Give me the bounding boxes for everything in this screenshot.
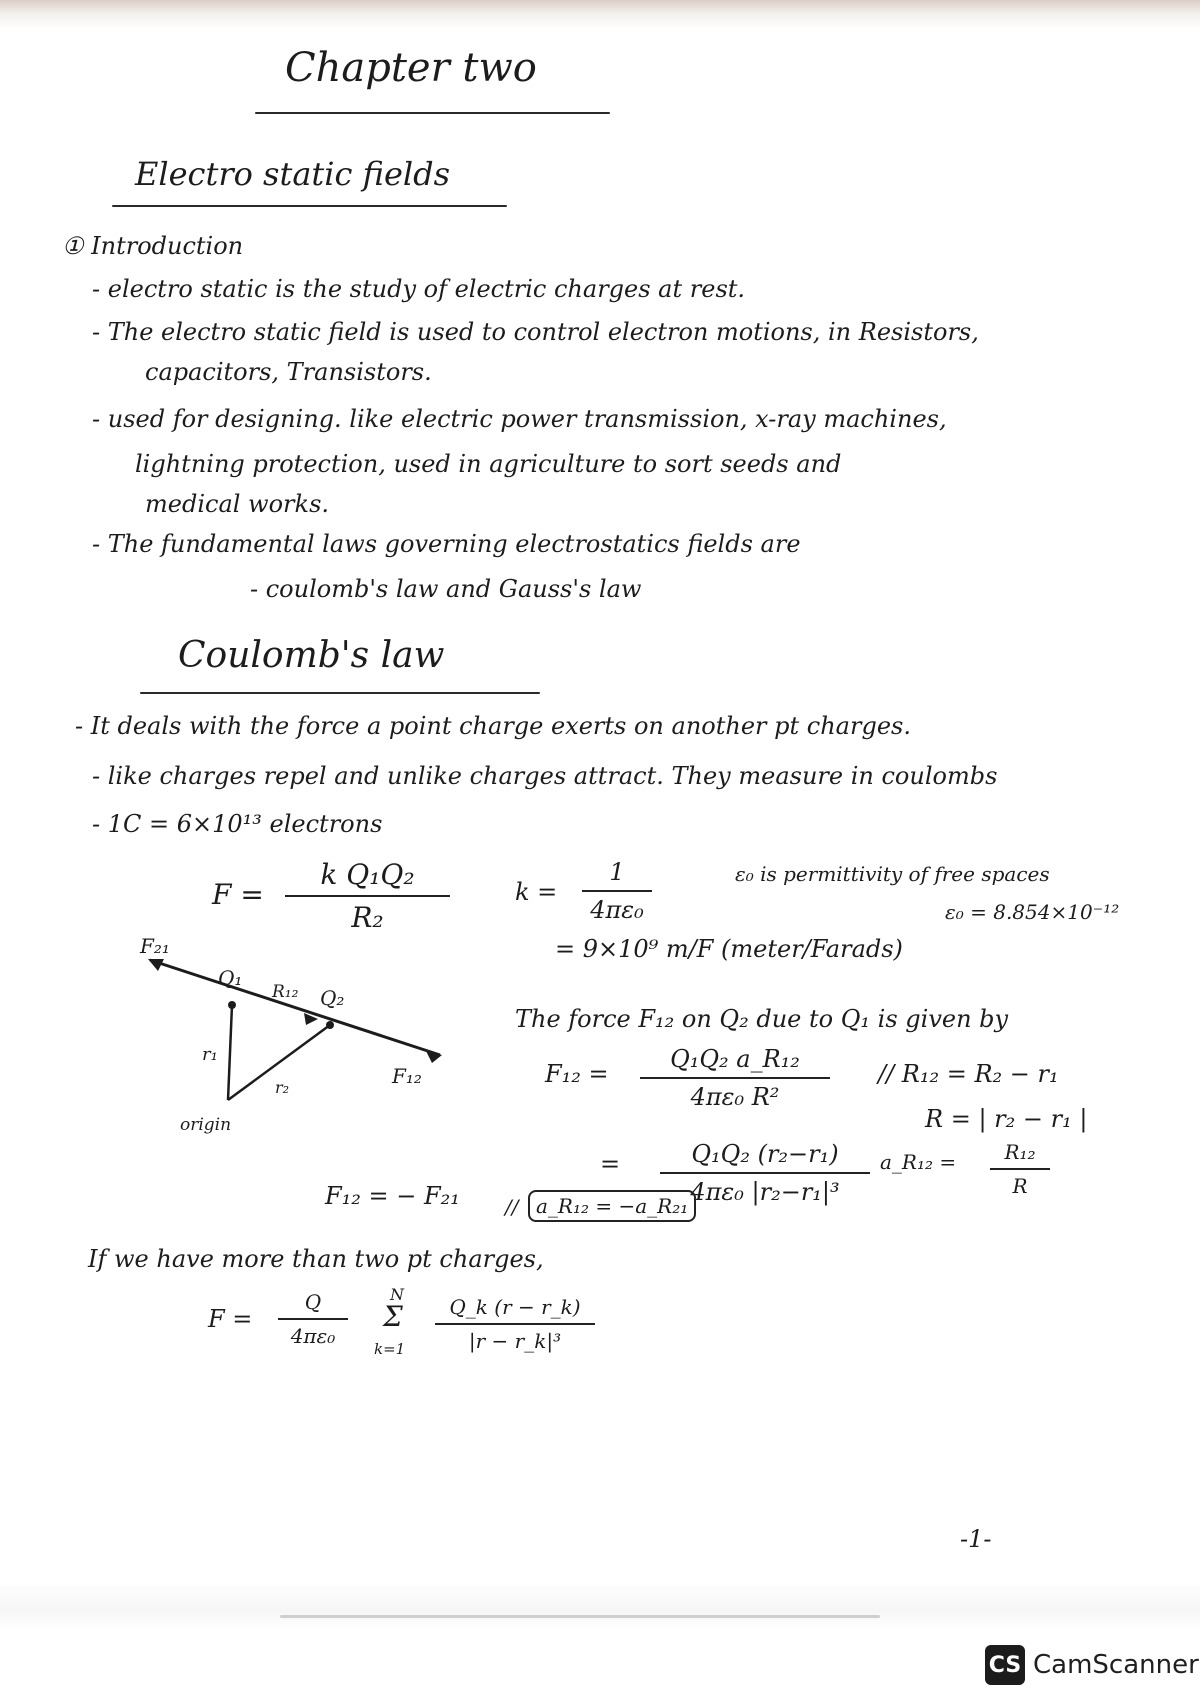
ar12-numerator: R₁₂ xyxy=(1004,1140,1036,1164)
f12-eq2-lhs: = xyxy=(600,1150,621,1178)
eps-value: ε₀ = 8.854×10⁻¹² xyxy=(945,900,1120,924)
intro-bullet-1: - electro static is the study of electric charges at rest. xyxy=(92,275,746,303)
ar-unit-vector-box: a_R₁₂ = −a_R₂₁ xyxy=(528,1190,696,1222)
camscanner-logo-icon: CS xyxy=(985,1645,1025,1685)
k-value: = 9×10⁹ m/F (meter/Farads) xyxy=(555,935,903,963)
coulomb-bullet-2: - like charges repel and unlike charges attract. They measure in coulombs xyxy=(92,762,998,790)
intro-heading: ① Introduction xyxy=(62,232,244,260)
sum-prefactor-fraction xyxy=(278,1290,348,1348)
sum-lhs: F = xyxy=(208,1305,253,1333)
fraction-bar xyxy=(640,1077,830,1079)
k-eq-lhs: k = xyxy=(515,878,558,906)
f12-eq2-numerator: Q₁Q₂ (r₂−r₁) xyxy=(691,1140,839,1168)
sum-lower-limit: k=1 xyxy=(374,1340,406,1358)
intro-bullet-2-line-1: - The electro static field is used to control electron motions, in Resistors, xyxy=(92,318,979,346)
ar12-fraction xyxy=(990,1140,1050,1198)
section-title: Electro static fields xyxy=(135,155,451,193)
r12-definition: // R₁₂ = R₂ − r₁ xyxy=(878,1060,1059,1088)
fraction-bar xyxy=(435,1323,595,1325)
intro-bullet-3-line-1: - used for designing. like electric power transmission, x-ray machines, xyxy=(92,405,947,433)
label-q1: Q₁ xyxy=(218,966,243,990)
label-f21: F₂₁ xyxy=(140,934,170,958)
sum-term-numerator: Q_k (r − r_k) xyxy=(449,1295,581,1319)
k-eq-denominator: 4πε₀ xyxy=(590,896,644,924)
fraction-bar xyxy=(660,1172,870,1174)
chapter-title: Chapter two xyxy=(285,45,537,91)
sum-prefactor-numerator: Q xyxy=(304,1290,322,1314)
eps-definition: ε₀ is permittivity of free spaces xyxy=(735,862,1050,886)
intro-bullet-2-line-2: capacitors, Transistors. xyxy=(145,358,432,386)
camscanner-label: CamScanner xyxy=(1033,1650,1199,1680)
r1-vector xyxy=(228,1005,232,1100)
force-eq-lhs: F = xyxy=(212,878,264,911)
force-eq-fraction xyxy=(285,858,450,934)
f12-numerator: Q₁Q₂ a_R₁₂ xyxy=(670,1045,800,1073)
f12-negation: F₁₂ = − F₂₁ xyxy=(325,1182,460,1210)
bottom-rule xyxy=(280,1615,880,1618)
label-q2: Q₂ xyxy=(320,986,345,1010)
f12-lhs: F₁₂ = xyxy=(545,1060,609,1088)
charge-vector-diagram xyxy=(140,934,470,1155)
fraction-bar xyxy=(990,1168,1050,1170)
fraction-bar xyxy=(278,1318,348,1320)
force-line xyxy=(150,960,440,1055)
chapter-underline xyxy=(255,112,610,114)
coulomb-heading: Coulomb's law xyxy=(178,635,445,676)
sum-term-denominator: |r − r_k|³ xyxy=(468,1329,562,1353)
summation-symbol: Σ xyxy=(383,1300,403,1333)
label-f12: F₁₂ xyxy=(392,1064,422,1088)
label-r12: R₁₂ xyxy=(272,982,299,1002)
fraction-bar xyxy=(582,890,652,892)
k-eq-fraction xyxy=(582,858,652,924)
label-r2: r₂ xyxy=(275,1078,290,1097)
fraction-bar xyxy=(285,895,450,897)
sum-prefactor-denominator: 4πε₀ xyxy=(290,1324,336,1348)
coulomb-underline xyxy=(140,692,540,694)
label-r1: r₁ xyxy=(202,1044,218,1065)
r-definition: R = | r₂ − r₁ | xyxy=(925,1105,1088,1133)
intro-bullet-3-line-2: lightning protection, used in agriculture to sort seeds and xyxy=(135,450,842,478)
q2-point xyxy=(326,1021,334,1029)
ar-box-prefix: // xyxy=(505,1195,519,1219)
q1-point xyxy=(228,1001,236,1009)
coulomb-bullet-3: - 1C = 6×10¹³ electrons xyxy=(92,810,383,838)
force-eq-denominator: R₂ xyxy=(351,901,384,934)
more-charges-text: If we have more than two pt charges, xyxy=(88,1245,544,1273)
intro-bullet-3-line-3: medical works. xyxy=(145,490,330,518)
intro-bullet-4: - The fundamental laws governing electrostatics fields are xyxy=(92,530,801,558)
f12-eq2-denominator: 4πε₀ |r₂−r₁|³ xyxy=(690,1178,840,1206)
ar12-denominator: R xyxy=(1012,1174,1028,1198)
f12-fraction xyxy=(640,1045,830,1111)
ar12-lhs: a_R₁₂ = xyxy=(880,1150,957,1174)
force-eq-numerator: k Q₁Q₂ xyxy=(320,858,415,891)
force-on-q2-text: The force F₁₂ on Q₂ due to Q₁ is given by xyxy=(515,1005,1009,1033)
page-number: -1- xyxy=(960,1525,992,1553)
sum-term-fraction xyxy=(435,1295,595,1353)
section-underline xyxy=(112,205,507,207)
sum-upper-limit: N xyxy=(390,1285,404,1304)
coulomb-bullet-1: - It deals with the force a point charge exerts on another pt charges. xyxy=(75,712,911,740)
k-eq-numerator: 1 xyxy=(609,858,625,886)
label-origin: origin xyxy=(180,1115,232,1135)
camscanner-watermark xyxy=(985,1645,1199,1685)
f12-denominator: 4πε₀ R² xyxy=(690,1083,780,1111)
intro-bullet-4-sub: - coulomb's law and Gauss's law xyxy=(250,575,642,603)
